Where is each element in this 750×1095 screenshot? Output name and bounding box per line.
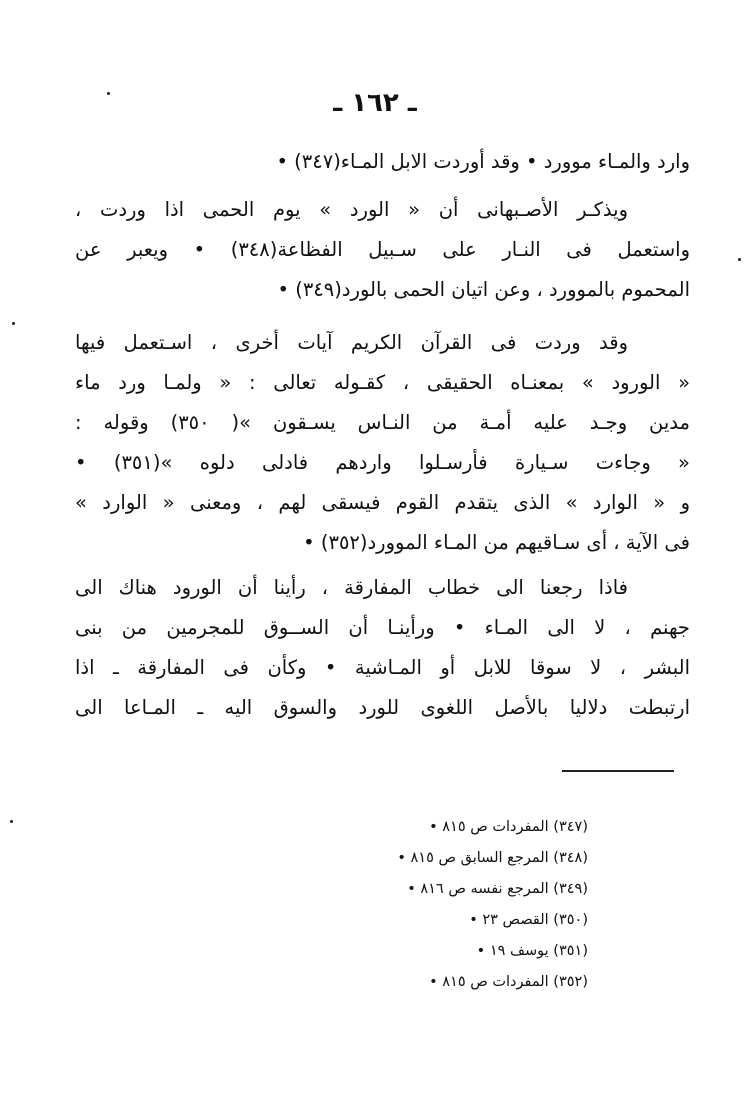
- footnote: (٣٥١) يوسف ١٩ •: [476, 943, 588, 959]
- footnotes: [168, 812, 588, 998]
- text-line: واستعمل فى النـار على سـبيل الفظاعة(٣٤٨) • ويعبر عن: [75, 238, 690, 261]
- footnote-divider: [562, 770, 674, 772]
- paragraph-2: [75, 190, 690, 310]
- text-line: فى الآية ، أى سـاقيهم من المـاء الموورد(٣٥٢) •: [303, 531, 690, 554]
- text-line: البشر ، لا سوقا للابل أو المـاشية • وكأن فى المفارقة ـ اذا: [75, 656, 690, 679]
- footnote: (٣٤٨) المرجع السابق ص ٨١٥ •: [397, 850, 588, 866]
- scan-speck: [107, 92, 110, 95]
- text-line: وقد وردت فى القرآن الكريم آيات أخرى ، اسـتعمل فيها: [75, 331, 628, 354]
- paragraph-4: [75, 568, 690, 728]
- text-line: و « الوارد » الذى يتقدم القوم فيسقى لهم ، ومعنى « الوارد »: [75, 491, 690, 514]
- footnote: (٣٤٧) المفردات ص ٨١٥ •: [429, 819, 588, 835]
- page-number: ـ ١٦٢ ـ: [333, 88, 417, 118]
- footnote: (٣٥٠) القصص ٢٣ •: [469, 912, 588, 928]
- paragraph-1: [75, 142, 690, 182]
- footnote: (٣٤٩) المرجع نفسه ص ٨١٦ •: [407, 881, 588, 897]
- text-line: ويذكـر الأصـبهانى أن « الورد » يوم الحمى اذا وردت ،: [75, 198, 628, 221]
- text-line: وارد والمـاء موورد • وقد أوردت الابل المـاء(٣٤٧) •: [276, 150, 690, 173]
- scan-speck: [738, 258, 741, 261]
- text-line: المحموم بالموورد ، وعن اتيان الحمى بالورد(٣٤٩) •: [277, 278, 690, 301]
- footnote: (٣٥٢) المفردات ص ٨١٥ •: [429, 974, 588, 990]
- text-line: مدين وجـد عليه أمـة من النـاس يسـقون »( ٣٥٠) وقوله :: [75, 411, 690, 434]
- text-line: جهنم ، لا الى المـاء • ورأينـا أن الســوق للمجرمين من بنى: [75, 616, 690, 639]
- text-line: « وجاءت سـيارة فأرسـلوا واردهم فادلى دلوه »(٣٥١) •: [75, 451, 690, 474]
- scan-speck: [12, 322, 15, 325]
- text-line: « الورود » بمعنـاه الحقيقى ، كقـوله تعالى : « ولمـا ورد ماء: [75, 371, 690, 394]
- text-line: فاذا رجعنا الى خطاب المفارقة ، رأينا أن الورود هناك الى: [75, 576, 628, 599]
- text-line: ارتبطت دلاليا بالأصل اللغوى للورد والسوق اليه ـ المـاعا الى: [75, 696, 690, 719]
- scan-speck: [10, 820, 13, 823]
- paragraph-3: [75, 323, 690, 563]
